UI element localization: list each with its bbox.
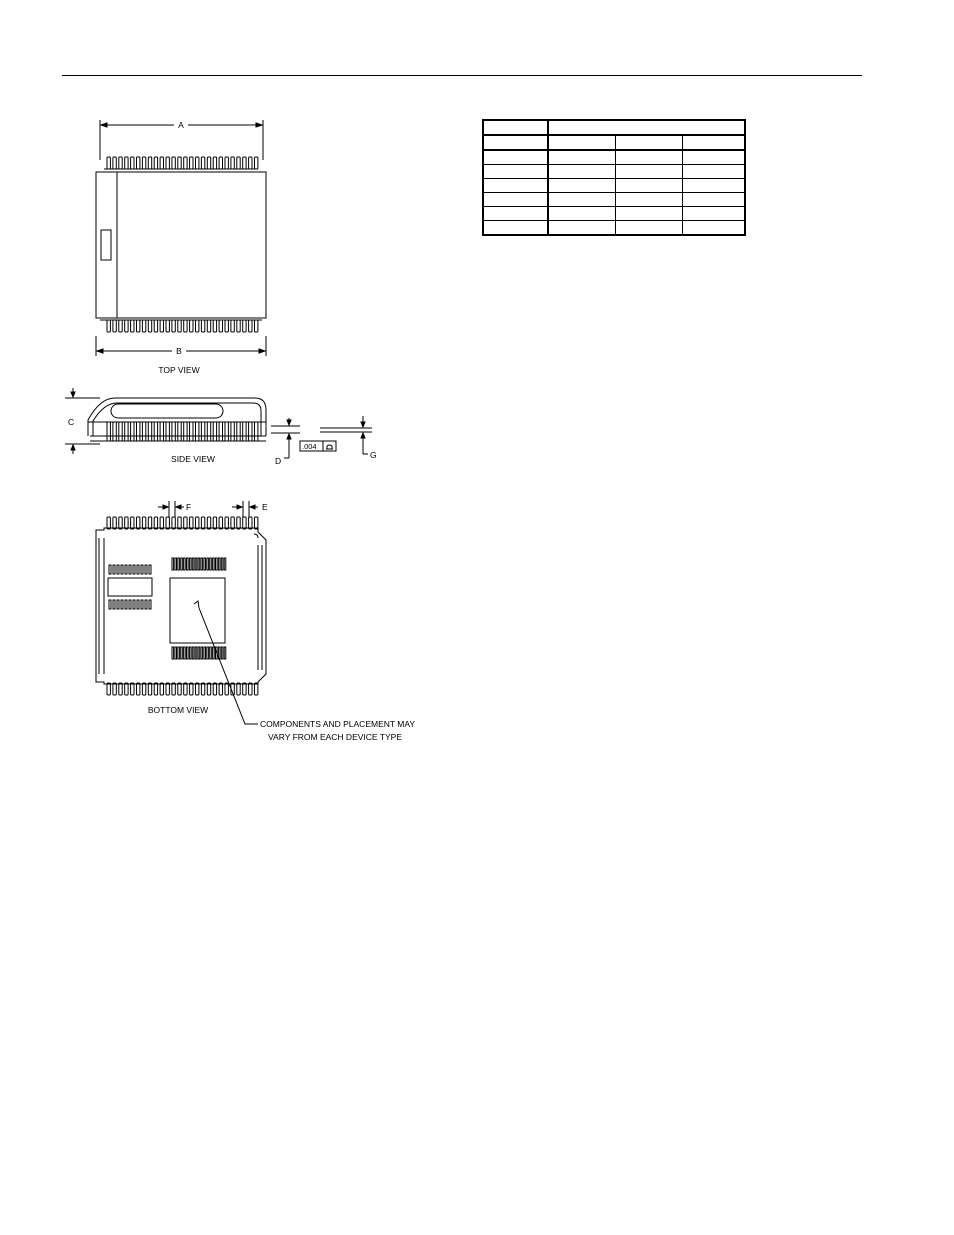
table-cell — [616, 150, 683, 165]
package-pin — [137, 320, 140, 332]
package-pin — [166, 320, 169, 332]
package-pin — [160, 683, 163, 695]
component-lead — [178, 558, 180, 570]
package-pin — [160, 320, 163, 332]
table-cell — [483, 150, 548, 165]
package-pin — [213, 320, 216, 332]
package-pin-profile — [237, 422, 240, 441]
package-pin — [178, 157, 181, 169]
table-subheader-cell — [616, 135, 683, 150]
dim-d-label: D — [275, 456, 282, 466]
package-pin — [255, 157, 258, 169]
table-cell — [548, 150, 616, 165]
component-lead — [145, 565, 147, 574]
component-lead — [224, 647, 226, 659]
component-lead — [172, 647, 174, 659]
component-lead — [175, 647, 177, 659]
package-pin-profile — [107, 422, 110, 441]
table-cell — [683, 150, 746, 165]
component-lead — [133, 565, 135, 574]
package-pin-profile — [201, 422, 204, 441]
package-pin — [113, 157, 116, 169]
package-pin — [131, 157, 134, 169]
package-pin-profile — [184, 422, 187, 441]
package-pin — [113, 517, 116, 529]
package-pin — [249, 683, 252, 695]
package-pin-profile — [207, 422, 210, 441]
package-pin — [190, 683, 193, 695]
component-lead — [121, 600, 123, 609]
component-lead — [121, 565, 123, 574]
dim-f-label: F — [186, 502, 192, 512]
dim-g-label: G — [370, 450, 377, 460]
package-pin — [154, 320, 157, 332]
package-pin — [119, 320, 122, 332]
component-lead — [198, 558, 200, 570]
package-pin — [148, 517, 151, 529]
component-lead — [192, 558, 194, 570]
package-pin — [190, 320, 193, 332]
package-pin — [219, 517, 222, 529]
package-pin — [178, 517, 181, 529]
table-row — [483, 193, 745, 207]
package-pin — [107, 683, 110, 695]
dim-c-label: C — [68, 417, 75, 427]
component-lead — [109, 565, 111, 574]
package-pin — [237, 683, 240, 695]
package-pin — [148, 157, 151, 169]
package-pin-profile — [119, 422, 122, 441]
package-pin-profile — [172, 422, 175, 441]
package-pin-profile — [243, 422, 246, 441]
package-pin — [160, 157, 163, 169]
component-lead — [210, 647, 212, 659]
top-view — [96, 120, 266, 356]
component-lead — [192, 647, 194, 659]
component-lead — [210, 558, 212, 570]
package-pin-profile — [190, 422, 193, 441]
component-lead — [125, 565, 127, 574]
package-pin — [125, 517, 128, 529]
package-pin — [219, 157, 222, 169]
package-pin — [249, 320, 252, 332]
package-pin — [219, 320, 222, 332]
package-pin-profile — [131, 422, 134, 441]
package-pin — [184, 320, 187, 332]
package-pin — [196, 157, 199, 169]
package-pin — [166, 517, 169, 529]
package-pin — [137, 517, 140, 529]
package-pin — [166, 683, 169, 695]
package-pin — [184, 157, 187, 169]
package-pin — [148, 683, 151, 695]
component-lead — [198, 647, 200, 659]
table-cell — [548, 207, 616, 221]
package-pin — [255, 517, 258, 529]
package-pin — [237, 320, 240, 332]
package-pin — [131, 517, 134, 529]
package-pin — [190, 517, 193, 529]
table-cell — [483, 193, 548, 207]
package-pin — [113, 320, 116, 332]
table-cell — [483, 165, 548, 179]
table-cell — [616, 207, 683, 221]
package-pin — [237, 517, 240, 529]
dimension-table — [482, 119, 746, 236]
component-lead — [187, 647, 189, 659]
package-pin — [243, 517, 246, 529]
package-pin — [213, 517, 216, 529]
table-cell — [683, 165, 746, 179]
component-lead — [129, 600, 131, 609]
side-view-caption: SIDE VIEW — [171, 454, 215, 464]
package-pin — [184, 683, 187, 695]
package-pin — [243, 683, 246, 695]
dim-e-label: E — [262, 502, 268, 512]
component-lead — [184, 558, 186, 570]
package-pin — [201, 517, 204, 529]
package-pin-profile — [196, 422, 199, 441]
table-cell — [616, 179, 683, 193]
package-pin — [125, 320, 128, 332]
package-pin-profile — [166, 422, 169, 441]
package-pin — [119, 157, 122, 169]
package-pin — [137, 683, 140, 695]
table-cell — [616, 221, 683, 236]
table-row — [483, 221, 745, 236]
component-lead — [117, 600, 119, 609]
component-lead — [204, 558, 206, 570]
package-pin-profile — [142, 422, 145, 441]
component-lead — [187, 558, 189, 570]
package-pin — [125, 683, 128, 695]
package-pin — [249, 517, 252, 529]
component-lead — [172, 558, 174, 570]
package-pin — [196, 517, 199, 529]
package-pin — [207, 517, 210, 529]
component-lead — [137, 565, 139, 574]
package-pin — [107, 157, 110, 169]
component-lead — [216, 558, 218, 570]
component-lead — [181, 558, 183, 570]
package-pin-profile — [255, 422, 258, 441]
table-subheader-cell — [483, 135, 548, 150]
component-lead — [218, 558, 220, 570]
package-pin — [137, 157, 140, 169]
package-pin — [207, 157, 210, 169]
package-pin — [142, 320, 145, 332]
table-cell — [616, 165, 683, 179]
component-lead — [204, 647, 206, 659]
package-pin — [201, 157, 204, 169]
component-lead — [129, 565, 131, 574]
component-lead — [175, 558, 177, 570]
package-pin — [225, 157, 228, 169]
package-pin — [142, 517, 145, 529]
table-header-cell — [548, 120, 745, 135]
package-pin — [231, 517, 234, 529]
package-pin — [201, 320, 204, 332]
package-pin — [107, 517, 110, 529]
package-pin — [219, 683, 222, 695]
component-lead — [221, 647, 223, 659]
component-lead — [224, 558, 226, 570]
package-pin — [225, 683, 228, 695]
tolerance-value: .004 — [302, 442, 317, 451]
table-header-cell — [483, 120, 548, 135]
package-pin-profile — [231, 422, 234, 441]
package-pin — [154, 157, 157, 169]
package-pin-profile — [113, 422, 116, 441]
component-lead — [213, 558, 215, 570]
package-pin — [172, 157, 175, 169]
package-pin — [107, 320, 110, 332]
package-pin-profile — [148, 422, 151, 441]
table-cell — [683, 193, 746, 207]
package-pin — [178, 683, 181, 695]
bottom-view-caption: BOTTOM VIEW — [147, 705, 209, 715]
bottom-view — [96, 501, 266, 724]
package-pin-profile — [249, 422, 252, 441]
package-pin — [213, 683, 216, 695]
table-cell — [548, 221, 616, 236]
package-pin-profile — [154, 422, 157, 441]
table-subheader-cell — [548, 135, 616, 150]
package-pin-profile — [213, 422, 216, 441]
package-pin — [225, 517, 228, 529]
component-lead — [189, 558, 191, 570]
component-lead — [195, 647, 197, 659]
package-pin — [255, 320, 258, 332]
table-header-row — [483, 120, 745, 135]
table-cell — [548, 179, 616, 193]
package-pin — [119, 517, 122, 529]
component-lead — [125, 600, 127, 609]
table-cell — [483, 207, 548, 221]
table-subheader-row — [483, 135, 745, 150]
component-lead — [113, 600, 115, 609]
package-pin — [243, 157, 246, 169]
dim-a-label: A — [178, 120, 184, 130]
package-pin-profile — [219, 422, 222, 441]
package-pin — [243, 320, 246, 332]
component-lead — [213, 647, 215, 659]
component-lead — [117, 565, 119, 574]
package-pin — [178, 320, 181, 332]
package-pin — [142, 683, 145, 695]
components-note-line2: VARY FROM EACH DEVICE TYPE — [268, 732, 402, 742]
table-row — [483, 179, 745, 193]
component-lead — [141, 565, 143, 574]
package-pin — [196, 683, 199, 695]
component-lead — [184, 647, 186, 659]
package-pin — [148, 320, 151, 332]
component-lead — [137, 600, 139, 609]
component-lead — [189, 647, 191, 659]
component-lead — [221, 558, 223, 570]
package-pin — [237, 157, 240, 169]
package-pin — [125, 157, 128, 169]
component-lead — [133, 600, 135, 609]
component-lead — [149, 600, 151, 609]
package-pin — [166, 157, 169, 169]
package-pin — [184, 517, 187, 529]
package-pin — [154, 683, 157, 695]
package-pin — [131, 320, 134, 332]
component-lead — [109, 600, 111, 609]
components-note-line1: COMPONENTS AND PLACEMENT MAY — [260, 719, 416, 729]
package-pin-profile — [137, 422, 140, 441]
package-pin-profile — [178, 422, 181, 441]
package-pin — [231, 320, 234, 332]
package-pin — [142, 157, 145, 169]
top-view-caption: TOP VIEW — [158, 365, 200, 375]
table-cell — [616, 193, 683, 207]
package-pin — [160, 517, 163, 529]
package-pin — [255, 683, 258, 695]
component-lead — [207, 647, 209, 659]
package-pin-profile — [160, 422, 163, 441]
table-cell — [483, 179, 548, 193]
table-row — [483, 150, 745, 165]
package-pin — [190, 157, 193, 169]
component-lead — [178, 647, 180, 659]
package-pin — [249, 157, 252, 169]
component-lead — [181, 647, 183, 659]
package-pin — [201, 683, 204, 695]
package-pin — [172, 683, 175, 695]
table-row — [483, 207, 745, 221]
table-cell — [483, 221, 548, 236]
component-lead — [201, 647, 203, 659]
package-pin — [172, 517, 175, 529]
component-lead — [141, 600, 143, 609]
table-cell — [683, 179, 746, 193]
table-subheader-cell — [683, 135, 746, 150]
component-lead — [113, 565, 115, 574]
package-pin — [213, 157, 216, 169]
component-lead — [145, 600, 147, 609]
side-view — [65, 388, 372, 458]
package-pin — [207, 320, 210, 332]
package-pin — [196, 320, 199, 332]
package-pin-profile — [125, 422, 128, 441]
package-pin — [119, 683, 122, 695]
package-pin — [207, 683, 210, 695]
table-cell — [683, 207, 746, 221]
component-lead — [149, 565, 151, 574]
component-lead — [201, 558, 203, 570]
component-lead — [207, 558, 209, 570]
package-pin — [131, 683, 134, 695]
package-pin — [154, 517, 157, 529]
table-cell — [548, 165, 616, 179]
dim-b-label: B — [176, 346, 182, 356]
table-cell — [683, 221, 746, 236]
table-cell — [548, 193, 616, 207]
package-pin — [225, 320, 228, 332]
component-lead — [195, 558, 197, 570]
package-pin — [172, 320, 175, 332]
package-pin-profile — [225, 422, 228, 441]
table-row — [483, 165, 745, 179]
package-pin — [231, 157, 234, 169]
package-pin — [113, 683, 116, 695]
